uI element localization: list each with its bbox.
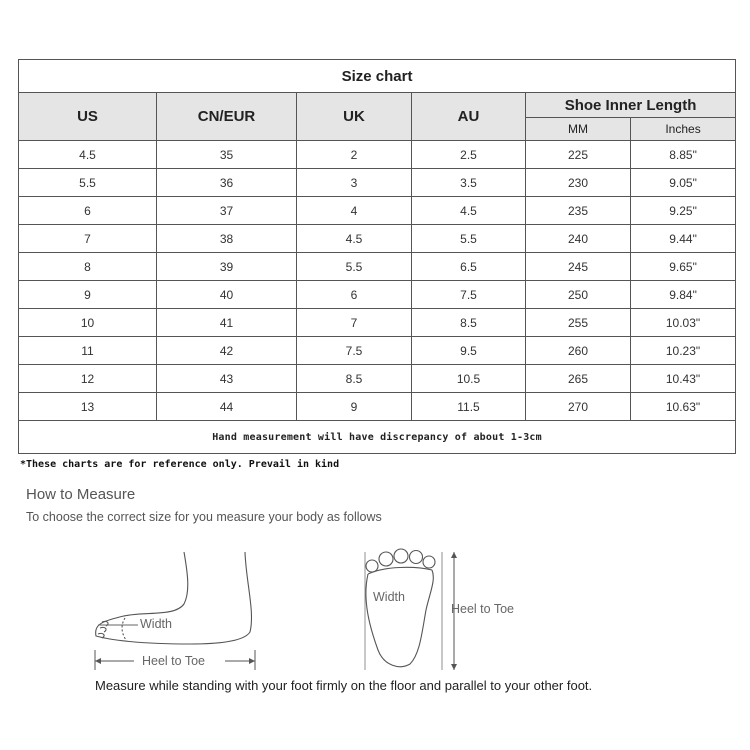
cell-cn-eur: 40 [157,281,297,309]
header-inches: Inches [631,118,736,141]
header-us: US [19,93,157,141]
cell-cn-eur: 38 [157,225,297,253]
cell-cn-eur: 39 [157,253,297,281]
cell-uk: 4 [297,197,412,225]
cell-mm: 270 [526,393,631,421]
table-row [19,197,736,225]
table-row [19,365,736,393]
cell-mm: 245 [526,253,631,281]
cell-uk: 8.5 [297,365,412,393]
cell-us: 8 [19,253,157,281]
cell-uk: 3 [297,169,412,197]
top-foot-icon [365,549,442,670]
cell-au: 9.5 [412,337,526,365]
cell-cn-eur: 43 [157,365,297,393]
cell-cn-eur: 42 [157,337,297,365]
cell-us: 10 [19,309,157,337]
cell-au: 6.5 [412,253,526,281]
top-width-label: Width [373,590,405,604]
cell-us: 4.5 [19,141,157,169]
cell-uk: 2 [297,141,412,169]
table-row [19,141,736,169]
cell-inches: 9.44" [631,225,736,253]
cell-uk: 6 [297,281,412,309]
side-foot-icon [96,552,252,644]
table-row [19,337,736,365]
cell-au: 8.5 [412,309,526,337]
cell-mm: 250 [526,281,631,309]
cell-inches: 10.43" [631,365,736,393]
side-length-label: Heel to Toe [142,654,206,668]
cell-cn-eur: 41 [157,309,297,337]
header-cn-eur: CN/EUR [157,93,297,141]
table-row [19,309,736,337]
cell-uk: 5.5 [297,253,412,281]
cell-mm: 230 [526,169,631,197]
cell-au: 10.5 [412,365,526,393]
table-row [19,281,736,309]
header-mm: MM [526,118,631,141]
side-width-label: Width [140,617,172,631]
cell-mm: 225 [526,141,631,169]
cell-cn-eur: 36 [157,169,297,197]
cell-mm: 240 [526,225,631,253]
cell-au: 11.5 [412,393,526,421]
cell-au: 4.5 [412,197,526,225]
top-length-label: Heel to Toe [451,602,515,616]
header-uk: UK [297,93,412,141]
cell-inches: 10.03" [631,309,736,337]
cell-mm: 235 [526,197,631,225]
cell-us: 13 [19,393,157,421]
size-chart-table [18,59,736,454]
cell-cn-eur: 37 [157,197,297,225]
cell-mm: 255 [526,309,631,337]
cell-cn-eur: 35 [157,141,297,169]
cell-cn-eur: 44 [157,393,297,421]
cell-us: 7 [19,225,157,253]
cell-inches: 9.65" [631,253,736,281]
size-chart-body [19,141,736,421]
table-row [19,393,736,421]
table-row [19,225,736,253]
cell-inches: 9.25" [631,197,736,225]
size-chart-title: Size chart [19,60,736,93]
header-inner-length: Shoe Inner Length [526,93,736,118]
cell-us: 6 [19,197,157,225]
reference-note: *These charts are for reference only. Prevail in kind [20,459,340,470]
cell-uk: 7.5 [297,337,412,365]
cell-us: 11 [19,337,157,365]
cell-inches: 9.84" [631,281,736,309]
measure-instruction: Measure while standing with your foot firmly on the floor and parallel to your other foot. [95,678,593,693]
cell-inches: 8.85" [631,141,736,169]
cell-mm: 260 [526,337,631,365]
cell-uk: 4.5 [297,225,412,253]
cell-us: 5.5 [19,169,157,197]
measurement-note: Hand measurement will have discrepancy of about 1-3cm [19,421,736,454]
cell-mm: 265 [526,365,631,393]
cell-au: 7.5 [412,281,526,309]
table-row [19,253,736,281]
cell-uk: 7 [297,309,412,337]
table-row [19,169,736,197]
cell-au: 3.5 [412,169,526,197]
cell-inches: 10.23" [631,337,736,365]
cell-inches: 9.05" [631,169,736,197]
how-to-measure-title: How to Measure [26,486,136,503]
foot-measurement-diagram [80,540,560,675]
cell-au: 5.5 [412,225,526,253]
header-au: AU [412,93,526,141]
cell-us: 12 [19,365,157,393]
cell-uk: 9 [297,393,412,421]
cell-us: 9 [19,281,157,309]
how-to-measure-subtitle: To choose the correct size for you measure your body as follows [26,510,382,524]
cell-au: 2.5 [412,141,526,169]
cell-inches: 10.63" [631,393,736,421]
